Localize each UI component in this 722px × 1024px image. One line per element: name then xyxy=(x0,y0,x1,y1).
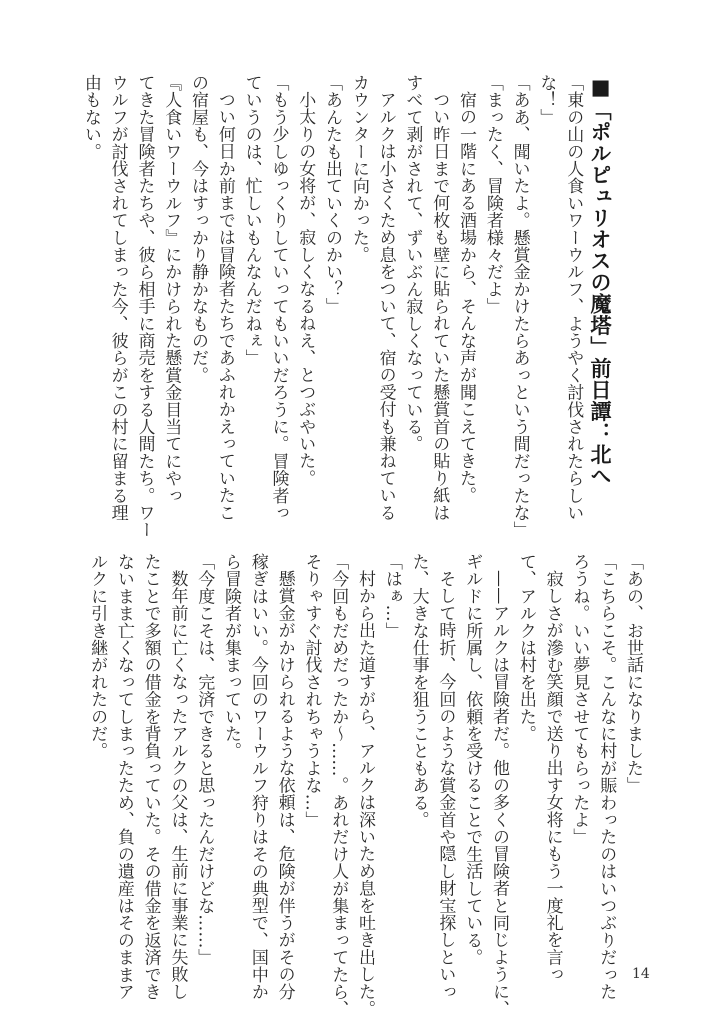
text-line: つい何日か前までは冒険者たちであふれかえっていたこ xyxy=(214,91,235,521)
text-line: ルクに引き継がれたのだ。 xyxy=(87,553,108,760)
text-line: 稼ぎはいい。今回のワーウルフ狩りはその典型で、国中か xyxy=(247,553,268,1001)
text-line: アルクは小さくため息をついて、宿の受付も兼ねている xyxy=(375,91,396,521)
text-line: たことで多額の借金を背負っていた。その借金を返済でき xyxy=(140,553,161,1001)
text-line: ていうのは、忙しいもんなんだねぇ」 xyxy=(241,74,262,367)
text-line: て、アルクは村を出た。 xyxy=(515,553,536,743)
text-line: ——アルクは冒険者だ。他の多くの冒険者と同じように、 xyxy=(489,570,510,1018)
text-line: ギルドに所属し、依頼を受けることで生活している。 xyxy=(462,553,483,966)
text-line: 「東の山の人食いワーウルフ、ようやく討伐されたらしい xyxy=(563,74,584,522)
text-line: ろうね。いい夢見させてもらったよ」 xyxy=(569,553,590,846)
chapter-heading: ■「ポルピュリオスの魔塔」前日譚：北へ xyxy=(588,74,613,487)
text-line: カウンターに向かった。 xyxy=(348,74,369,264)
page-number: 14 xyxy=(632,966,650,982)
text-line: 宿の一階にある酒場から、そんな声が聞こえてきた。 xyxy=(456,91,477,504)
text-line: た、大きな仕事を狙うこともある。 xyxy=(408,553,429,829)
top-text-block xyxy=(77,74,613,539)
text-line: ウルフが討伐されてしまった今、彼らがこの村に留まる理 xyxy=(107,74,128,522)
text-line: 「あんたも出ていくのかい？」 xyxy=(322,74,343,315)
text-line: ら冒険者が集まっていた。 xyxy=(221,553,242,760)
text-line: そりゃすぐ討伐されちゃうよな…」 xyxy=(301,553,322,829)
text-line: 「はぁ…」 xyxy=(381,553,402,639)
text-line: 『人食いワーウルフ』にかけられた懸賞金目当てにやっ xyxy=(161,74,182,504)
text-line: ないまま亡くなってしまったため、負の遺産はそのままア xyxy=(113,553,134,1001)
text-line: 「もう少しゆっくりしていってもいいだろうに。冒険者っ xyxy=(268,74,289,522)
text-line: 「今回もだめだったか〜……。あれだけ人が集まってたら、 xyxy=(328,553,349,1018)
text-line: 由もない。 xyxy=(80,74,101,160)
text-line: の宿屋も、今はすっかり静かなものだ。 xyxy=(188,74,209,384)
text-line: つい昨日まで何枚も壁に貼られていた懸賞首の貼り紙は xyxy=(429,91,450,521)
text-line: 数年前に亡くなったアルクの父は、生前に事業に失敗し xyxy=(167,570,188,1000)
text-line: 小太りの女将が、寂しくなるねえ、とつぶやいた。 xyxy=(295,91,316,487)
text-line: 「あの、お世話になりました」 xyxy=(623,553,643,794)
text-line: そして時折、今回のような賞金首や隠し財宝探しといっ xyxy=(435,570,456,1000)
text-line: 懸賞金がかけられるような依頼は、危険が伴うがその分 xyxy=(274,570,295,1000)
text-line: てきた冒険者たちや、彼ら相手に商売をする人間たち。ワー xyxy=(134,74,155,539)
text-line: 「まったく、冒険者様々だよ」 xyxy=(482,74,503,315)
text-line: 寂しさが滲む笑顔で送り出す女将にもう一度礼を言っ xyxy=(542,570,563,983)
text-line: 「こちらこそ。こんなに村が賑わったのはいつぶりだった xyxy=(596,553,617,1001)
text-line: 「ああ、聞いたよ。懸賞金かけたらあっという間だったな」 xyxy=(509,74,530,539)
text-line: すべて剥がされて、ずいぶん寂しくなっている。 xyxy=(402,74,423,453)
text-line: 「今度こそは、完済できると思ったんだけどな……」 xyxy=(194,553,215,966)
text-line: な！」 xyxy=(536,74,557,126)
text-line: 村から出た道すがら、アルクは深いため息を吐き出した。 xyxy=(355,570,376,1018)
